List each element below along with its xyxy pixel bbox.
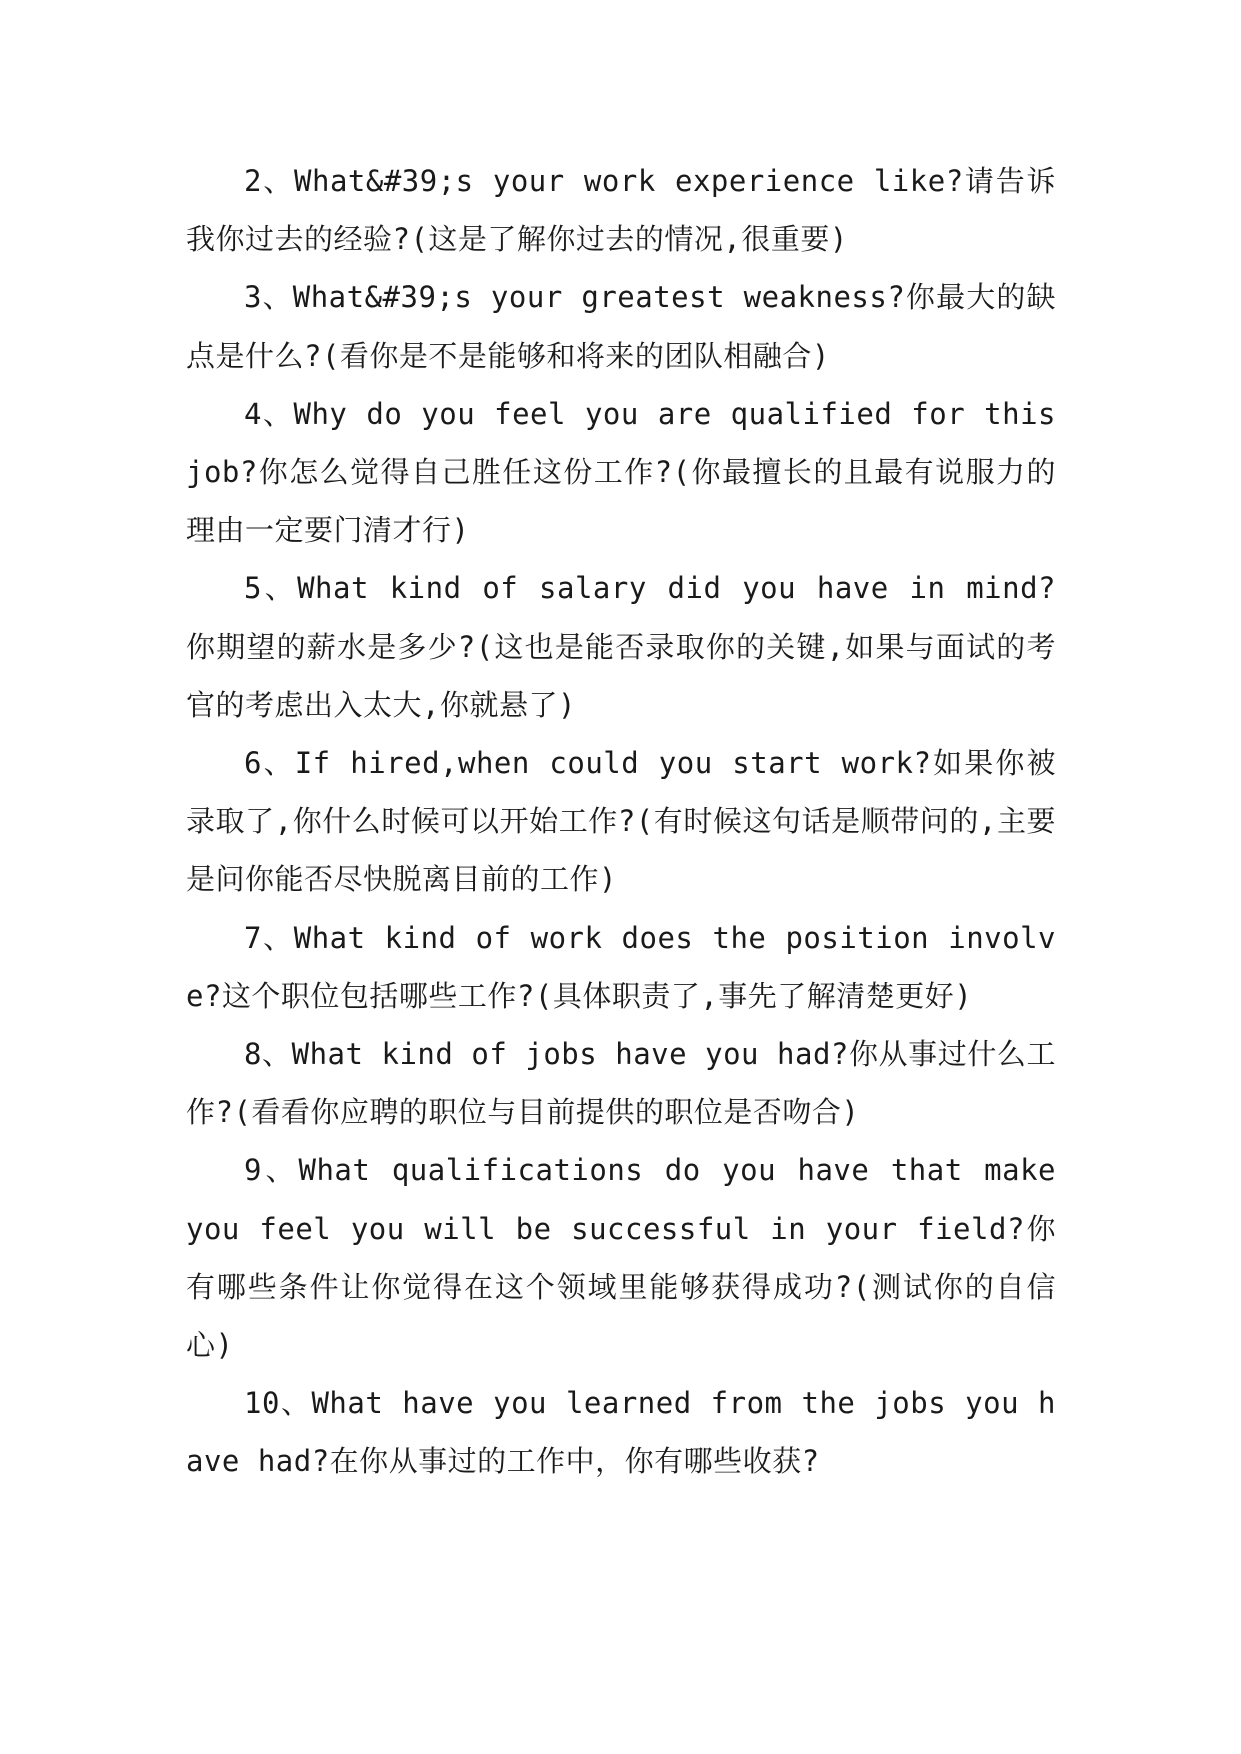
paragraph-question-4: 4、Why do you feel you are qualified for this job?你怎么觉得自己胜任这份工作?(你最擅长的且最有说服力的理由一定要门清才行) bbox=[186, 396, 1056, 548]
paragraph-question-9: 9、What qualifications do you have that make you feel you will be successful in your field?你有哪些条件让你觉得在这个领域里能够获得成功?(测试你的自信心) bbox=[186, 1153, 1056, 1363]
paragraph-question-5: 5、What kind of salary did you have in mind?你期望的薪水是多少?(这也是能否录取你的关键,如果与面试的考官的考虑出入太大,你就悬了) bbox=[186, 571, 1056, 722]
paragraph-question-10: 10、What have you learned from the jobs you have had?在你从事过的工作中，你有哪些收获? bbox=[186, 1386, 1056, 1479]
document-body bbox=[186, 152, 1056, 1491]
paragraph-question-7: 7、What kind of work does the position involve?这个职位包括哪些工作?(具体职责了,事先了解清楚更好) bbox=[186, 920, 1056, 1013]
paragraph-question-2: 2、What&#39;s your work experience like?请告诉我你过去的经验?(这是了解你过去的情况,很重要) bbox=[186, 164, 1056, 257]
paragraph-question-8: 8、What kind of jobs have you had?你从事过什么工作?(看看你应聘的职位与目前提供的职位是否吻合) bbox=[186, 1037, 1056, 1130]
paragraph-question-3: 3、What&#39;s your greatest weakness?你最大的缺点是什么?(看你是不是能够和将来的团队相融合) bbox=[186, 280, 1056, 373]
paragraph-question-6: 6、If hired,when could you start work?如果你被录取了,你什么时候可以开始工作?(有时候这句话是顺带问的,主要是问你能否尽快脱离目前的工作) bbox=[186, 746, 1056, 897]
